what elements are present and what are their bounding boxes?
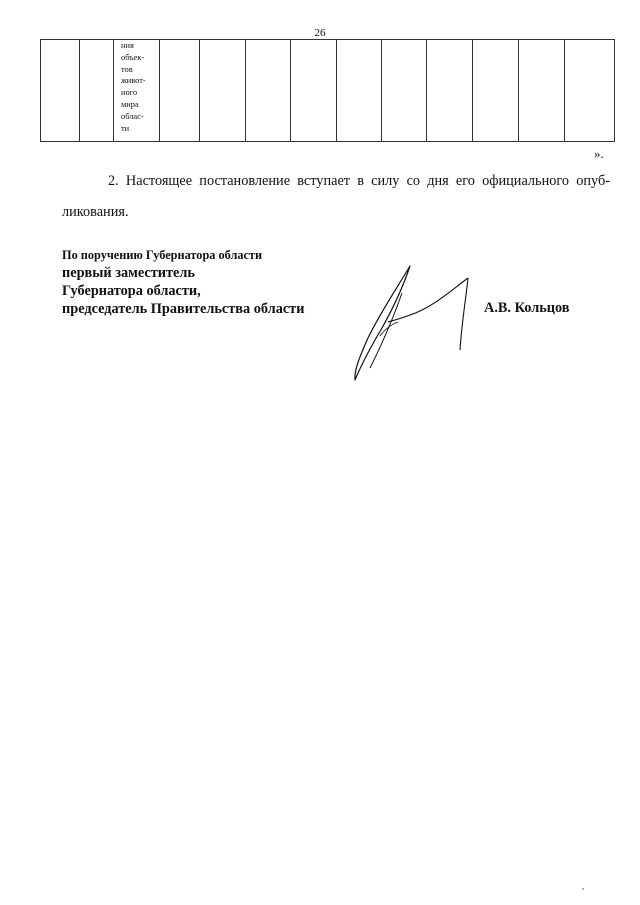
table-cell-description	[114, 40, 160, 142]
table-cell	[246, 40, 291, 142]
cell-line: облас-	[121, 111, 144, 121]
table-cell	[160, 40, 200, 142]
table-fragment	[40, 39, 615, 142]
cell-line: объек-	[121, 52, 145, 62]
cell-line: ти	[121, 123, 130, 133]
table-cell	[473, 40, 519, 142]
handwritten-signature	[340, 258, 480, 388]
signer-title-line: председатель Правительства области	[62, 301, 305, 317]
closing-quote: ».	[594, 146, 604, 161]
table-cell	[382, 40, 427, 142]
table-cell	[427, 40, 473, 142]
signer-title-line: Губернатора области,	[62, 283, 201, 299]
cell-line: ного	[121, 88, 138, 98]
table-cell	[291, 40, 337, 142]
page-number: 26	[314, 27, 326, 39]
signer-name: А.В. Кольцов	[484, 300, 570, 316]
effective-date-paragraph: 2. Настоящее постановление вступает в силу со дня его официального опуб-ликования.	[62, 173, 610, 220]
table-cell	[200, 40, 246, 142]
table-cell	[80, 40, 114, 142]
cell-line: тов	[121, 64, 133, 74]
table-cell	[41, 40, 80, 142]
table-cell	[519, 40, 565, 142]
table-cell	[337, 40, 382, 142]
signer-title-line: первый заместитель	[62, 265, 195, 281]
mandate-line: По поручению Губернатора области	[62, 248, 263, 262]
cell-line: мира	[121, 99, 139, 109]
cell-line: живот-	[121, 76, 146, 86]
table-row	[41, 40, 615, 142]
scan-artifact	[582, 888, 584, 890]
cell-line: ния	[121, 41, 134, 50]
signer-title	[62, 264, 304, 318]
table-cell	[565, 40, 615, 142]
